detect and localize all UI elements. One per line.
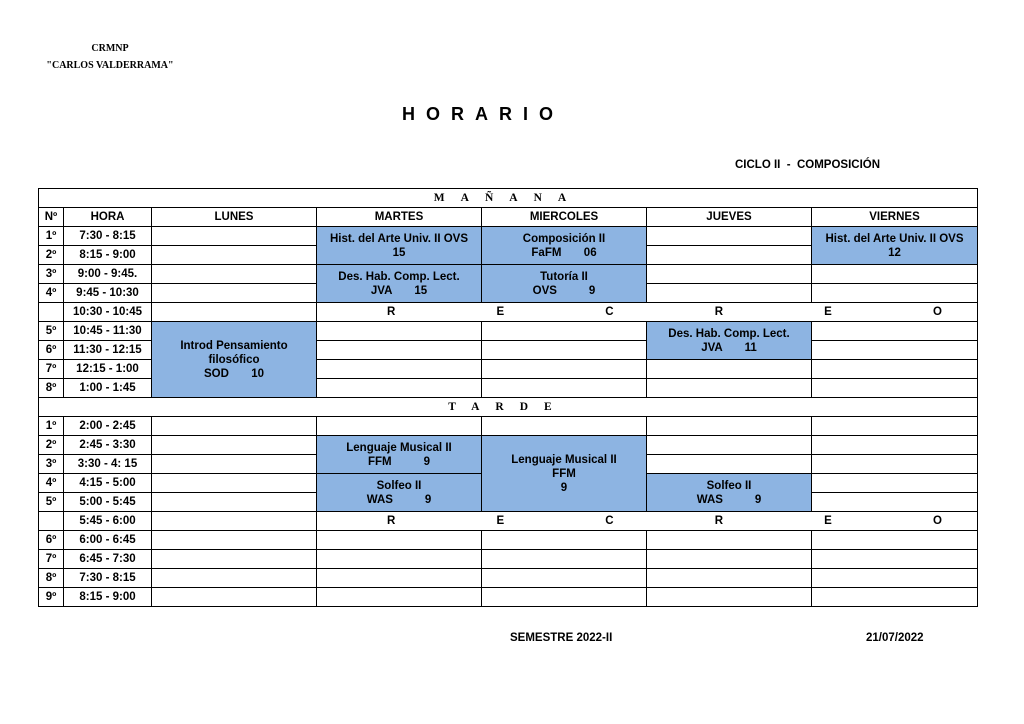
class-block <box>317 227 482 265</box>
period-number: 3º <box>39 265 64 284</box>
empty-cell <box>152 227 317 246</box>
period-number: 8º <box>39 569 64 588</box>
recreo-row <box>39 512 978 531</box>
class-block <box>812 227 978 265</box>
class-code: JVA 15 <box>370 284 428 297</box>
class-name: Introd Pensamiento <box>180 339 288 352</box>
period-number: 7º <box>39 550 64 569</box>
empty-cell <box>317 569 482 588</box>
empty-cell <box>152 417 317 436</box>
empty-cell <box>482 360 647 379</box>
class-block <box>482 227 647 265</box>
period-time: 7:30 - 8:15 <box>64 569 152 588</box>
empty-cell <box>482 341 647 360</box>
col-header-hora: HORA <box>64 208 152 227</box>
empty-cell <box>812 360 978 379</box>
period-time: 8:15 - 9:00 <box>64 246 152 265</box>
period-number: 4º <box>39 284 64 303</box>
col-header-miercoles: MIERCOLES <box>482 208 647 227</box>
col-header-n: Nº <box>39 208 64 227</box>
empty-cell <box>152 474 317 493</box>
period-number: 7º <box>39 360 64 379</box>
empty-cell <box>317 417 482 436</box>
recreo-letter: E <box>824 515 832 527</box>
empty-cell <box>647 265 812 284</box>
class-block <box>317 474 482 512</box>
section-row-morning <box>39 189 978 208</box>
empty-cell <box>152 569 317 588</box>
empty-cell <box>482 588 647 607</box>
period-time: 6:45 - 7:30 <box>64 550 152 569</box>
empty-cell <box>482 569 647 588</box>
empty-cell <box>647 284 812 303</box>
recreo-letter: E <box>824 306 832 318</box>
recreo-row <box>39 303 978 322</box>
class-name: Hist. del Arte Univ. II OVS <box>329 232 469 245</box>
period-time: 7:30 - 8:15 <box>64 227 152 246</box>
period-number: 2º <box>39 246 64 265</box>
class-block <box>317 436 482 474</box>
period-time: 9:45 - 10:30 <box>64 284 152 303</box>
class-block <box>482 265 647 303</box>
empty-cell <box>152 246 317 265</box>
empty-cell <box>317 531 482 550</box>
empty-cell <box>647 360 812 379</box>
empty-cell <box>647 455 812 474</box>
class-block <box>647 322 812 360</box>
empty-cell <box>647 417 812 436</box>
table-row <box>39 588 978 607</box>
empty-cell <box>482 417 647 436</box>
period-number: 1º <box>39 417 64 436</box>
col-header-viernes: VIERNES <box>812 208 978 227</box>
empty-cell <box>317 341 482 360</box>
period-time: 6:00 - 6:45 <box>64 531 152 550</box>
recreo-letter: R <box>714 306 724 318</box>
empty-cell <box>812 493 978 512</box>
empty-cell <box>812 379 978 398</box>
period-number <box>39 512 64 531</box>
empty-cell <box>812 531 978 550</box>
section-row-afternoon <box>39 398 978 417</box>
class-name: Solfeo II <box>376 479 422 492</box>
recreo-letter: R <box>714 515 724 527</box>
class-name: Hist. del Arte Univ. II OVS <box>825 232 964 245</box>
period-number: 9º <box>39 588 64 607</box>
class-code: OVS 9 <box>532 284 596 297</box>
empty-cell <box>317 360 482 379</box>
empty-cell <box>812 417 978 436</box>
empty-cell <box>812 341 978 360</box>
period-time: 9:00 - 9:45. <box>64 265 152 284</box>
empty-cell <box>812 322 978 341</box>
empty-cell <box>152 512 317 531</box>
empty-cell <box>482 322 647 341</box>
recreo-letter: O <box>932 515 942 527</box>
empty-cell <box>152 531 317 550</box>
empty-cell <box>152 284 317 303</box>
table-row <box>39 265 978 284</box>
empty-cell <box>482 550 647 569</box>
class-code: FaFM 06 <box>531 246 597 259</box>
empty-cell <box>317 379 482 398</box>
col-header-lunes: LUNES <box>152 208 317 227</box>
class-code: SOD 10 <box>203 367 265 380</box>
table-row <box>39 569 978 588</box>
recreo-letter: E <box>496 306 505 318</box>
empty-cell <box>647 531 812 550</box>
period-number: 1º <box>39 227 64 246</box>
class-code: FFM 9 <box>368 455 430 468</box>
class-code: 12 <box>888 246 901 259</box>
period-number: 4º <box>39 474 64 493</box>
period-time: 5:45 - 6:00 <box>64 512 152 531</box>
section-afternoon: TARDE <box>39 398 978 417</box>
empty-cell <box>317 322 482 341</box>
class-block <box>647 474 812 512</box>
class-name: Tutoría II <box>540 270 588 283</box>
period-number: 5º <box>39 493 64 512</box>
schedule-table <box>38 188 978 607</box>
class-name: Lenguaje Musical II <box>511 453 617 466</box>
class-code: WAS 9 <box>696 493 762 506</box>
table-row <box>39 322 978 341</box>
empty-cell <box>647 246 812 265</box>
period-time: 2:00 - 2:45 <box>64 417 152 436</box>
recreo-letter: R <box>387 515 396 527</box>
section-morning: MAÑANA <box>39 189 978 208</box>
page-title: HORARIO <box>402 104 564 124</box>
recreo-letter: E <box>496 515 505 527</box>
recreo-letter: O <box>932 306 942 318</box>
class-block <box>317 265 482 303</box>
period-number: 6º <box>39 341 64 360</box>
class-code: 15 <box>392 246 406 259</box>
semester-label: SEMESTRE 2022-II <box>510 632 613 644</box>
empty-cell <box>152 436 317 455</box>
empty-cell <box>647 379 812 398</box>
period-time: 5:00 - 5:45 <box>64 493 152 512</box>
table-row <box>39 531 978 550</box>
period-time: 2:45 - 3:30 <box>64 436 152 455</box>
class-code: 9 <box>560 481 568 494</box>
class-name: Des. Hab. Comp. Lect. <box>338 270 460 283</box>
class-block <box>482 436 647 512</box>
empty-cell <box>812 550 978 569</box>
institution-header <box>40 40 180 74</box>
empty-cell <box>647 227 812 246</box>
table-row <box>39 417 978 436</box>
empty-cell <box>812 265 978 284</box>
empty-cell <box>812 569 978 588</box>
class-code: WAS 9 <box>366 493 432 506</box>
empty-cell <box>152 303 317 322</box>
period-number: 2º <box>39 436 64 455</box>
class-block <box>152 322 317 398</box>
empty-cell <box>317 588 482 607</box>
table-row <box>39 227 978 246</box>
recreo-letter: C <box>605 306 614 318</box>
empty-cell <box>482 531 647 550</box>
empty-cell <box>152 455 317 474</box>
period-number: 6º <box>39 531 64 550</box>
period-number: 3º <box>39 455 64 474</box>
recreo-label <box>317 303 978 322</box>
empty-cell <box>152 588 317 607</box>
empty-cell <box>152 550 317 569</box>
period-time: 12:15 - 1:00 <box>64 360 152 379</box>
empty-cell <box>812 474 978 493</box>
column-header-row <box>39 208 978 227</box>
cycle-label: CICLO II - COMPOSICIÓN <box>735 159 881 171</box>
date-label: 21/07/2022 <box>866 632 924 644</box>
class-name-cont: filosófico <box>208 353 260 366</box>
period-time: 3:30 - 4: 15 <box>64 455 152 474</box>
period-number: 8º <box>39 379 64 398</box>
period-time: 4:15 - 5:00 <box>64 474 152 493</box>
empty-cell <box>647 436 812 455</box>
empty-cell <box>812 284 978 303</box>
empty-cell <box>152 265 317 284</box>
table-row <box>39 436 978 455</box>
recreo-label <box>317 512 978 531</box>
empty-cell <box>482 379 647 398</box>
class-name: Lenguaje Musical II <box>346 441 452 454</box>
class-teacher: FFM <box>552 467 576 480</box>
period-number <box>39 303 64 322</box>
class-code: JVA 11 <box>701 341 757 354</box>
institution-name: "CARLOS VALDERRAMA" <box>46 60 174 71</box>
institution-acronym: CRMNP <box>91 43 129 54</box>
empty-cell <box>812 455 978 474</box>
period-time: 8:15 - 9:00 <box>64 588 152 607</box>
empty-cell <box>812 588 978 607</box>
period-time: 1:00 - 1:45 <box>64 379 152 398</box>
empty-cell <box>317 550 482 569</box>
period-time: 11:30 - 12:15 <box>64 341 152 360</box>
recreo-letter: C <box>605 515 614 527</box>
col-header-jueves: JUEVES <box>647 208 812 227</box>
empty-cell <box>152 493 317 512</box>
empty-cell <box>812 436 978 455</box>
col-header-martes: MARTES <box>317 208 482 227</box>
empty-cell <box>647 569 812 588</box>
empty-cell <box>647 588 812 607</box>
class-name: Solfeo II <box>706 479 752 492</box>
recreo-letter: R <box>387 306 396 318</box>
period-time: 10:30 - 10:45 <box>64 303 152 322</box>
class-name: Composición II <box>522 232 606 245</box>
period-time: 10:45 - 11:30 <box>64 322 152 341</box>
period-number: 5º <box>39 322 64 341</box>
table-row <box>39 550 978 569</box>
class-name: Des. Hab. Comp. Lect. <box>668 327 790 340</box>
empty-cell <box>647 550 812 569</box>
